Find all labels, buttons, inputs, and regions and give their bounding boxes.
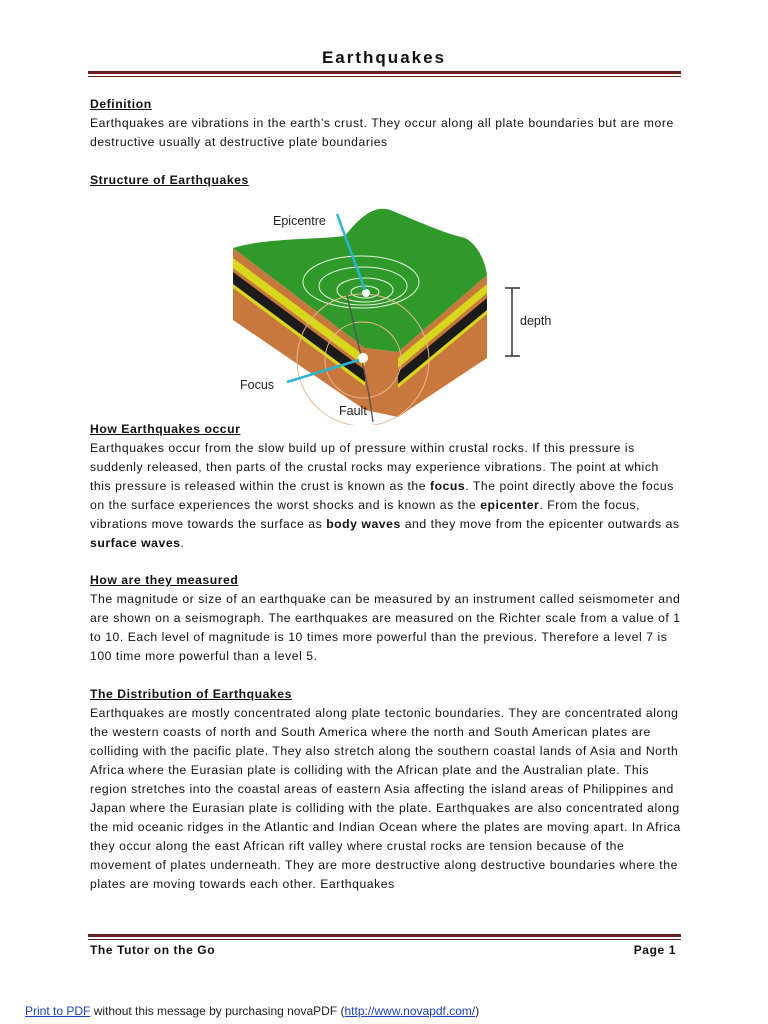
- focus-label: Focus: [240, 378, 275, 392]
- occur-heading: How Earthquakes occur: [90, 422, 241, 436]
- header-rule: [88, 71, 681, 74]
- occur-text-part: and they move from the epicenter outwards as: [400, 517, 680, 531]
- occur-text-part: . The point directly above the focus on the surface experiences the worst shocks and is known as the: [90, 479, 674, 512]
- occur-section: [90, 420, 682, 553]
- header-rule-thin: [88, 76, 681, 77]
- occur-text-part: Earthquakes occur from the slow build up of pressure within crustal rocks. If this pressure is suddenly released, then parts of the crustal rocks may experience vibrations. The point at which this pressure is released within the crust is known as the: [90, 441, 659, 493]
- earthquake-structure-diagram: [215, 200, 575, 425]
- novapdf-link[interactable]: http://www.novapdf.com/: [344, 1004, 476, 1018]
- distribution-heading: The Distribution of Earthquakes: [90, 687, 292, 701]
- measured-section: [90, 571, 682, 666]
- footer-rule-thin: [88, 939, 681, 940]
- definition-section: [90, 95, 682, 152]
- print-to-pdf-link[interactable]: Print to PDF: [25, 1004, 91, 1018]
- print-to-pdf-bar: [25, 1004, 479, 1018]
- print-bar-end: ): [475, 1004, 480, 1018]
- footer-rule: [88, 934, 681, 937]
- distribution-section: [90, 685, 682, 894]
- distribution-text: Earthquakes are mostly concentrated along plate tectonic boundaries. They are concentrated along the western coasts of north and South America where the north and South American plates are colliding with the pacific plate. They also stretch along the southern coastal lands of Asia and North Africa where the Eurasian plate is colliding with the African plate and the Australian plate. This region stretches into the coastal areas of eastern Asia affecting the island areas of Philippines and Japan where the Eurasian plate is colliding with the plate. Earthquakes are also concentrated along the mid oceanic ridges in the Atlantic and Indian Ocean where the plates are moving apart. In Africa they occur along the east African rift valley where crustal rocks are tension because of the movement of plates underneath. They are more destructive along destructive boundaries where the plates are moving towards each other. Earthquakes: [90, 706, 681, 891]
- occur-text: [90, 439, 682, 553]
- print-bar-text: without this message by purchasing novaPDF (: [90, 1004, 345, 1018]
- structure-heading: Structure of Earthquakes: [90, 173, 249, 187]
- definition-text: Earthquakes are vibrations in the earth’s crust. They occur along all plate boundaries but are more destructive usually at destructive plate boundaries: [90, 116, 674, 149]
- epicentre-point: [362, 289, 370, 297]
- footer-author: The Tutor on the Go: [90, 943, 216, 957]
- term-focus: focus: [430, 479, 466, 493]
- footer-page-number: Page 1: [633, 943, 676, 957]
- definition-heading: Definition: [90, 97, 152, 111]
- occur-text-part: . From the focus, vibrations move towards the surface as: [90, 498, 641, 531]
- epicentre-label: Epicentre: [273, 214, 326, 228]
- depth-label: depth: [520, 314, 552, 328]
- structure-section: [90, 171, 682, 190]
- fault-label: Fault: [339, 404, 367, 418]
- measured-text: The magnitude or size of an earthquake can be measured by an instrument called seismometer and are shown on a seismograph. The earthquakes are measured on the Richter scale from a value of 1 to 10. Each level of magnitude is 10 times more powerful than the previous. Therefore a level 7 is 100 time more powerful than a level 5.: [90, 592, 681, 663]
- page-title: Earthquakes: [321, 48, 447, 67]
- term-epicenter: epicenter: [480, 498, 540, 512]
- occur-text-part: .: [180, 536, 185, 550]
- term-surface-waves: surface waves: [90, 536, 181, 550]
- term-body-waves: body waves: [326, 517, 401, 531]
- focus-point: [358, 353, 368, 363]
- measured-heading: How are they measured: [90, 573, 239, 587]
